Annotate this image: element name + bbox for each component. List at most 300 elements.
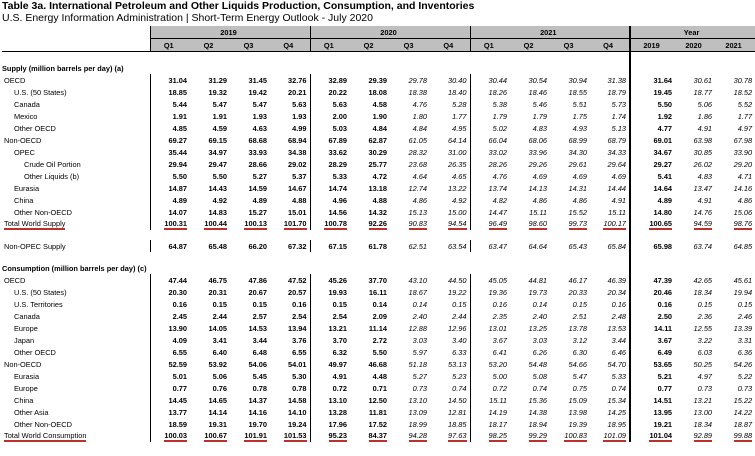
value-cell: 43.10: [408, 275, 428, 285]
total-value: 96.49: [488, 219, 508, 228]
value-cell: 68.99: [568, 135, 588, 145]
total-value: 100.83: [564, 431, 588, 440]
value-cell: 4.83: [697, 171, 713, 181]
total-value: 98.60: [528, 219, 548, 228]
total-value: 84.37: [368, 431, 388, 440]
value-cell: 13.53: [607, 323, 627, 333]
value-cell: 4.97: [697, 371, 713, 381]
value-cell: 19.32: [208, 87, 227, 97]
value-cell: [350, 430, 390, 442]
value-cell: 13.10: [310, 394, 350, 406]
total-value: 94.54: [448, 219, 467, 228]
value-cell: 13.98: [568, 407, 588, 417]
value-cell: 19.42: [248, 87, 267, 97]
value-cell: 0.72: [470, 382, 510, 394]
value-cell: 5.50: [212, 171, 227, 181]
value-cell: 14.64: [630, 182, 675, 194]
value-cell: 3.40: [452, 335, 467, 345]
value-cell: 30.40: [448, 75, 467, 85]
value-cell: 18.95: [607, 419, 627, 429]
value-cell: 3.03: [412, 335, 428, 345]
value-cell: 15.34: [607, 395, 627, 405]
value-cell: 4.91: [697, 195, 713, 205]
value-cell: 13.90: [150, 322, 190, 334]
total-value: 99.88: [733, 431, 753, 440]
quarter-header: Q3: [390, 39, 430, 52]
value-cell: 26.02: [693, 159, 713, 169]
value-cell: 13.39: [733, 323, 753, 333]
value-cell: 18.67: [408, 287, 428, 297]
value-cell: 20.31: [208, 287, 227, 297]
value-cell: 30.29: [368, 147, 388, 157]
value-cell: 2.72: [372, 335, 388, 345]
value-cell: [550, 218, 590, 230]
value-cell: 35.44: [150, 146, 190, 158]
value-cell: 18.52: [733, 87, 753, 97]
value-cell: 69.01: [630, 134, 675, 146]
value-cell: 6.30: [572, 347, 588, 357]
value-cell: 18.46: [528, 87, 548, 97]
value-cell: 1.93: [252, 111, 267, 121]
value-cell: 5.50: [372, 347, 388, 357]
value-cell: 4.77: [630, 122, 675, 134]
value-cell: 30.94: [568, 75, 588, 85]
value-cell: 19.31: [208, 419, 227, 429]
value-cell: 5.00: [470, 370, 510, 382]
value-cell: 33.96: [528, 147, 548, 157]
value-cell: 19.22: [448, 287, 467, 297]
value-cell: [430, 218, 470, 230]
value-cell: 3.03: [532, 335, 548, 345]
value-cell: 13.77: [150, 406, 190, 418]
value-cell: 4.89: [252, 195, 267, 205]
value-cell: 1.77: [452, 111, 467, 121]
value-cell: 18.87: [733, 419, 753, 429]
value-cell: 61.78: [368, 241, 388, 251]
value-cell: 6.33: [452, 347, 467, 357]
table-row: [2, 134, 755, 146]
value-cell: 5.97: [412, 347, 428, 357]
section-heading: Consumption (million barrels per day) (c): [2, 263, 147, 273]
value-cell: [630, 430, 675, 442]
value-cell: 0.74: [452, 383, 467, 393]
value-cell: 18.34: [693, 419, 713, 429]
value-cell: 30.78: [733, 75, 753, 85]
value-cell: 13.25: [528, 323, 548, 333]
value-cell: 4.69: [572, 171, 588, 181]
value-cell: 0.78: [292, 383, 307, 393]
value-cell: 15.09: [568, 395, 588, 405]
row-label: Non-OECD: [4, 135, 42, 145]
value-cell: 29.20: [733, 159, 753, 169]
row-label: Crude Oil Portion: [24, 159, 81, 169]
value-cell: 13.94: [288, 323, 307, 333]
value-cell: 29.39: [368, 75, 388, 85]
value-cell: [230, 218, 270, 230]
value-cell: [510, 218, 550, 230]
value-cell: 14.11: [630, 322, 675, 334]
value-cell: 65.84: [607, 241, 627, 251]
value-cell: [470, 430, 510, 442]
table-row: [2, 86, 755, 98]
value-cell: 15.11: [470, 394, 510, 406]
value-cell: 0.16: [611, 299, 627, 309]
value-cell: 5.44: [150, 98, 190, 110]
value-cell: 53.65: [630, 358, 675, 370]
value-cell: 5.08: [532, 371, 548, 381]
table-row: [2, 110, 755, 122]
value-cell: 0.73: [737, 383, 753, 393]
value-cell: 4.86: [532, 195, 548, 205]
value-cell: 4.96: [310, 194, 350, 206]
value-cell: 45.61: [733, 275, 753, 285]
value-cell: 13.21: [310, 322, 350, 334]
value-cell: 3.44: [611, 335, 627, 345]
value-cell: 18.59: [150, 418, 190, 430]
value-cell: 6.46: [611, 347, 627, 357]
table-row: [2, 370, 755, 382]
row-label: Other Non-OECD: [14, 419, 72, 429]
value-cell: [270, 218, 310, 230]
value-cell: 0.15: [572, 299, 588, 309]
value-cell: 17.96: [310, 418, 350, 430]
value-cell: 34.97: [208, 147, 227, 157]
value-cell: 1.92: [630, 110, 675, 122]
value-cell: 19.94: [733, 287, 753, 297]
value-cell: [350, 218, 390, 230]
total-value: 101.70: [283, 219, 307, 228]
row-label: Non-OPEC Supply: [4, 241, 66, 251]
quarter-header: Q3: [550, 39, 590, 52]
value-cell: 46.75: [208, 275, 227, 285]
value-cell: 15.06: [733, 207, 753, 217]
value-cell: 33.62: [310, 146, 350, 158]
spacer-row: [2, 252, 755, 262]
value-cell: 29.64: [607, 159, 627, 169]
value-cell: 53.13: [448, 359, 467, 369]
value-cell: 13.10: [408, 395, 428, 405]
total-value: 100.67: [204, 431, 227, 440]
value-cell: 6.40: [212, 347, 227, 357]
value-cell: 3.12: [572, 335, 588, 345]
value-cell: [675, 218, 715, 230]
value-cell: 15.52: [568, 207, 588, 217]
value-cell: 5.47: [252, 99, 267, 109]
value-cell: 0.14: [412, 299, 428, 309]
row-label: [2, 430, 150, 442]
value-cell: 13.78: [568, 323, 588, 333]
value-cell: 51.18: [408, 359, 428, 369]
value-cell: 50.25: [693, 359, 713, 369]
value-cell: 5.73: [611, 99, 627, 109]
value-cell: 0.71: [372, 383, 388, 393]
liquids-table: [2, 26, 755, 442]
value-cell: 2.36: [697, 311, 713, 321]
value-cell: 0.14: [532, 299, 548, 309]
total-value: 100.78: [324, 219, 348, 228]
value-cell: 14.07: [150, 206, 190, 218]
table-row: [2, 194, 755, 206]
value-cell: 29.78: [408, 75, 428, 85]
value-cell: 5.63: [310, 98, 350, 110]
value-cell: [190, 430, 230, 442]
value-cell: 64.87: [150, 240, 190, 252]
value-cell: 15.11: [529, 207, 548, 217]
quarter-header: Q4: [430, 39, 470, 52]
value-cell: 46.39: [607, 275, 627, 285]
value-cell: 4.64: [412, 171, 428, 181]
value-cell: [230, 430, 270, 442]
value-cell: 54.06: [248, 359, 267, 369]
annual-header: 2019: [630, 39, 675, 52]
value-cell: [310, 430, 350, 442]
value-cell: 47.44: [150, 274, 190, 286]
value-cell: 19.45: [630, 86, 675, 98]
value-cell: 20.34: [607, 287, 627, 297]
row-label: Other OECD: [14, 347, 56, 357]
quarter-header: Q2: [510, 39, 550, 52]
value-cell: [510, 430, 550, 442]
table-row: [2, 274, 755, 286]
value-cell: 30.44: [470, 74, 510, 86]
value-cell: 18.26: [470, 86, 510, 98]
value-cell: 18.38: [408, 87, 428, 97]
value-cell: 19.24: [288, 419, 307, 429]
total-value: 100.13: [244, 219, 267, 228]
value-cell: 5.22: [737, 371, 753, 381]
table-row: [2, 298, 755, 310]
value-cell: 45.26: [310, 274, 350, 286]
value-cell: 14.22: [733, 407, 753, 417]
value-cell: 13.01: [470, 322, 510, 334]
value-cell: 4.99: [292, 123, 307, 133]
value-cell: 54.66: [568, 359, 588, 369]
value-cell: 1.79: [532, 111, 548, 121]
value-cell: 4.69: [532, 171, 548, 181]
value-cell: 3.31: [737, 335, 753, 345]
value-cell: 15.01: [288, 207, 307, 217]
value-cell: 2.45: [150, 310, 190, 322]
value-cell: 14.47: [470, 206, 510, 218]
value-cell: 4.82: [470, 194, 510, 206]
value-cell: 68.79: [607, 135, 627, 145]
total-value: 100.65: [649, 219, 673, 228]
total-value: 98.25: [488, 431, 508, 440]
value-cell: 67.15: [310, 240, 350, 252]
value-cell: 1.86: [697, 111, 713, 121]
value-cell: 32.89: [310, 74, 350, 86]
value-cell: 0.15: [452, 299, 467, 309]
value-cell: 44.81: [528, 275, 548, 285]
value-cell: 62.51: [408, 241, 428, 251]
value-cell: 47.39: [630, 274, 675, 286]
annual-header: 2020: [675, 39, 715, 52]
value-cell: 1.80: [412, 111, 428, 121]
value-cell: 33.02: [470, 146, 510, 158]
value-cell: 0.76: [212, 383, 227, 393]
value-cell: 18.08: [368, 87, 388, 97]
value-cell: 1.93: [292, 111, 307, 121]
value-cell: 0.74: [532, 383, 548, 393]
table-row: [2, 346, 755, 358]
table-row: [2, 406, 755, 418]
value-cell: 29.47: [208, 159, 227, 169]
value-cell: [310, 218, 350, 230]
value-cell: 54.48: [528, 359, 548, 369]
value-cell: 19.21: [630, 418, 675, 430]
value-cell: [150, 430, 190, 442]
value-cell: 14.45: [150, 394, 190, 406]
row-label: Mexico: [14, 111, 38, 121]
total-value: 101.09: [603, 431, 627, 440]
value-cell: 34.33: [607, 147, 627, 157]
value-cell: 14.10: [288, 407, 307, 417]
total-label: Total World Consumption: [4, 431, 87, 440]
value-cell: 5.28: [452, 99, 467, 109]
value-cell: 20.21: [288, 87, 307, 97]
value-cell: 61.05: [408, 135, 428, 145]
row-label: Eurasia: [14, 371, 40, 381]
value-cell: 14.83: [208, 207, 227, 217]
value-cell: 5.47: [212, 99, 227, 109]
value-cell: 6.32: [310, 346, 350, 358]
value-cell: 33.93: [248, 147, 267, 157]
value-cell: 5.51: [572, 99, 588, 109]
value-cell: 13.18: [368, 183, 388, 193]
value-cell: 25.77: [368, 159, 388, 169]
row-label: Japan: [14, 335, 35, 345]
value-cell: 13.22: [448, 183, 467, 193]
value-cell: 34.30: [568, 147, 588, 157]
value-cell: 0.16: [150, 298, 190, 310]
year-header-annual: Year: [630, 26, 755, 39]
value-cell: 3.44: [252, 335, 267, 345]
value-cell: 63.98: [693, 135, 713, 145]
value-cell: 4.88: [372, 195, 388, 205]
value-cell: 6.55: [150, 346, 190, 358]
value-cell: 18.40: [448, 87, 467, 97]
value-cell: [470, 218, 510, 230]
value-cell: 6.03: [697, 347, 713, 357]
value-cell: 63.74: [693, 241, 713, 251]
value-cell: [675, 430, 715, 442]
year-header-2021: 2021: [470, 26, 630, 39]
value-cell: [150, 218, 190, 230]
value-cell: 13.21: [693, 395, 713, 405]
value-cell: [715, 430, 755, 442]
value-cell: 5.38: [470, 98, 510, 110]
total-value: 92.26: [368, 219, 388, 228]
value-cell: 2.48: [611, 311, 627, 321]
row-label: China: [14, 395, 34, 405]
table-row: [2, 418, 755, 430]
total-value: 101.53: [283, 431, 307, 440]
row-label: Non-OECD: [4, 359, 42, 369]
value-cell: 0.73: [697, 383, 713, 393]
value-cell: 62.87: [368, 135, 388, 145]
value-cell: 31.64: [630, 74, 675, 86]
value-cell: 5.27: [412, 371, 428, 381]
row-label: OECD: [4, 275, 26, 285]
value-cell: 14.05: [208, 323, 227, 333]
value-cell: [590, 430, 630, 442]
value-cell: 31.45: [248, 75, 267, 85]
value-cell: 6.55: [292, 347, 307, 357]
row-label: Europe: [14, 383, 38, 393]
value-cell: 5.52: [737, 99, 753, 109]
value-cell: 15.11: [608, 207, 627, 217]
row-label: Europe: [14, 323, 38, 333]
spacer-row: [2, 52, 755, 63]
year-header-row: [2, 26, 755, 39]
value-cell: 5.33: [310, 170, 350, 182]
value-cell: 4.63: [252, 123, 267, 133]
value-cell: 6.36: [737, 347, 753, 357]
value-cell: 4.48: [372, 371, 388, 381]
total-value: 99.73: [568, 219, 588, 228]
table-row: [2, 158, 755, 170]
value-cell: 37.70: [368, 275, 388, 285]
value-cell: 65.98: [630, 240, 675, 252]
quarter-header-row: [2, 39, 755, 52]
value-cell: 1.90: [372, 111, 388, 121]
value-cell: 14.56: [310, 206, 350, 218]
value-cell: 13.28: [310, 406, 350, 418]
value-cell: 20.57: [288, 287, 307, 297]
value-cell: 2.57: [252, 311, 267, 321]
table-row: [2, 206, 755, 218]
total-row: [2, 430, 755, 442]
value-cell: 4.76: [412, 99, 428, 109]
value-cell: 3.22: [697, 335, 713, 345]
value-cell: 0.74: [611, 383, 627, 393]
value-cell: 14.19: [470, 406, 510, 418]
value-cell: 2.46: [737, 311, 753, 321]
value-cell: 5.33: [611, 371, 627, 381]
row-label: Eurasia: [14, 183, 40, 193]
value-cell: 54.26: [733, 359, 753, 369]
value-cell: 6.48: [252, 347, 267, 357]
value-cell: 47.52: [288, 275, 307, 285]
value-cell: 4.92: [212, 195, 227, 205]
section-heading: Supply (million barrels per day) (a): [2, 63, 124, 73]
value-cell: 17.52: [368, 419, 388, 429]
value-cell: 14.51: [630, 394, 675, 406]
value-cell: 19.36: [470, 286, 510, 298]
value-cell: 28.66: [248, 159, 267, 169]
value-cell: 2.50: [630, 310, 675, 322]
value-cell: 20.46: [630, 286, 675, 298]
value-cell: 4.89: [150, 194, 190, 206]
value-cell: 0.77: [630, 382, 675, 394]
value-cell: 1.79: [470, 110, 510, 122]
value-cell: 14.25: [607, 407, 627, 417]
total-value: 98.76: [733, 219, 753, 228]
value-cell: 2.09: [372, 311, 388, 321]
value-cell: 2.44: [212, 311, 227, 321]
value-cell: 2.44: [452, 311, 467, 321]
quarter-header: Q2: [190, 39, 230, 52]
value-cell: 19.93: [310, 286, 350, 298]
value-cell: 12.88: [408, 323, 428, 333]
table-row: [2, 358, 755, 370]
value-cell: [430, 430, 470, 442]
value-cell: 0.73: [412, 383, 428, 393]
quarter-header: Q1: [150, 39, 190, 52]
table-row: [2, 382, 755, 394]
year-header-2020: 2020: [310, 26, 470, 39]
value-cell: 46.17: [568, 275, 588, 285]
